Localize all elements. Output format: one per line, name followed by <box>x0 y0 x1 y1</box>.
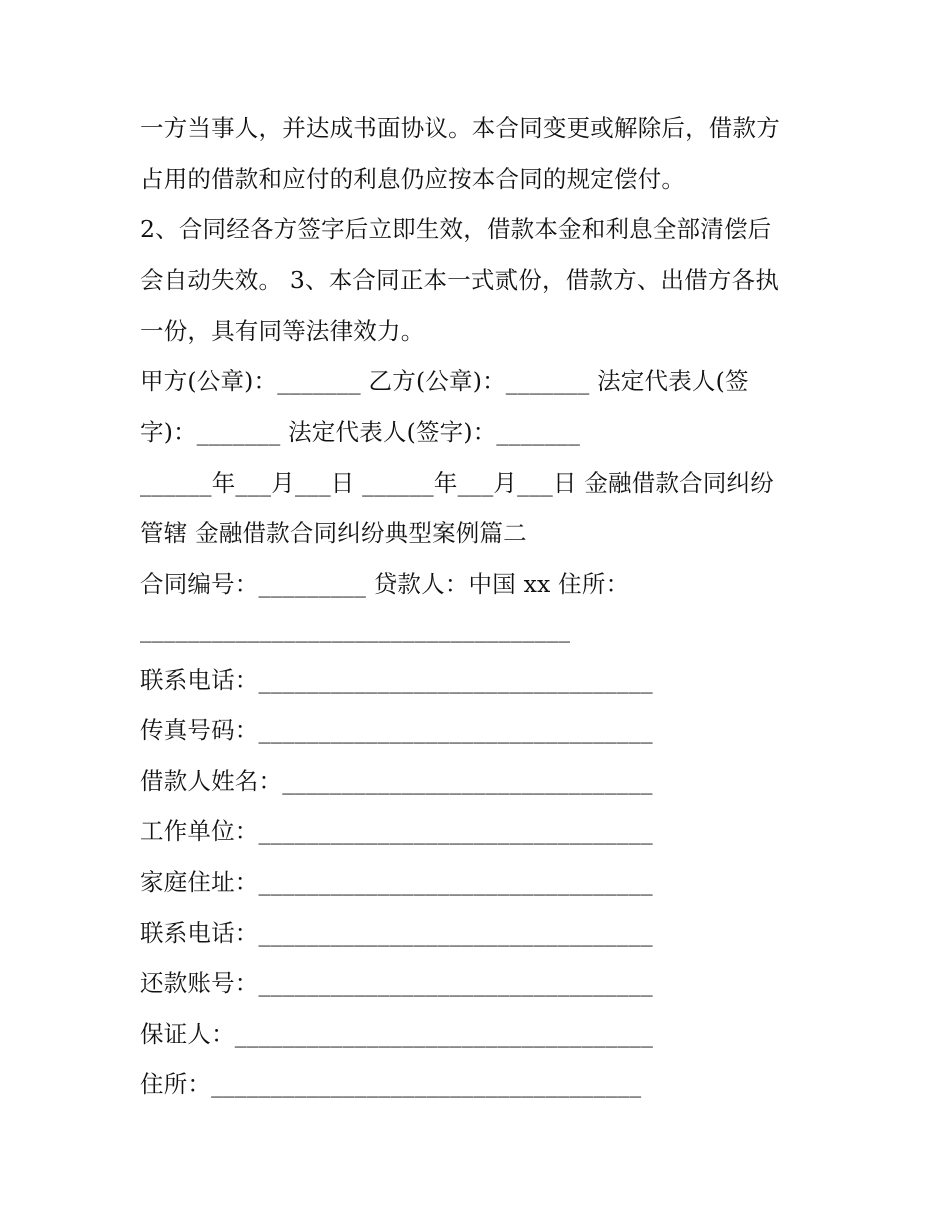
home-address-field: 家庭住址：_________________________________ <box>140 868 653 896</box>
employer-field: 工作单位：_________________________________ <box>140 817 653 845</box>
text-line: 会自动失效。 3、本合同正本一式贰份，借款方、出借方各执 <box>140 266 780 294</box>
signature-line: 字)：_______ 法定代表人(签字)：_______ <box>140 418 581 446</box>
text-line: 2、合同经各方签字后立即生效，借款本金和利息全部清偿后 <box>140 215 772 243</box>
phone-field: 联系电话：_________________________________ <box>140 919 653 947</box>
signature-line: 甲方(公章)：_______ 乙方(公章)：_______ 法定代表人(签 <box>140 367 749 395</box>
phone-field: 联系电话：_________________________________ <box>140 666 653 694</box>
borrower-name-field: 借款人姓名：_______________________________ <box>140 767 653 795</box>
date-line: ______年___月___日 ______年___月___日 金融借款合同纠纷 <box>140 469 774 497</box>
residence-field: 住所：____________________________________ <box>140 1070 642 1098</box>
section-heading: 管辖 金融借款合同纠纷典型案例篇二 <box>140 519 527 547</box>
text-line: 一份，具有同等法律效力。 <box>140 317 425 345</box>
address-blank: ____________________________________ <box>140 615 571 643</box>
fax-field: 传真号码：_________________________________ <box>140 716 653 744</box>
guarantor-field: 保证人：___________________________________ <box>140 1020 654 1048</box>
contract-number-field: 合同编号：_________ 贷款人：中国 xx 住所： <box>140 570 630 598</box>
text-line: 一方当事人，并达成书面协议。本合同变更或解除后，借款方 <box>140 114 780 142</box>
text-line: 占用的借款和应付的利息仍应按本合同的规定偿付。 <box>140 165 686 193</box>
repayment-account-field: 还款账号：_________________________________ <box>140 969 653 997</box>
